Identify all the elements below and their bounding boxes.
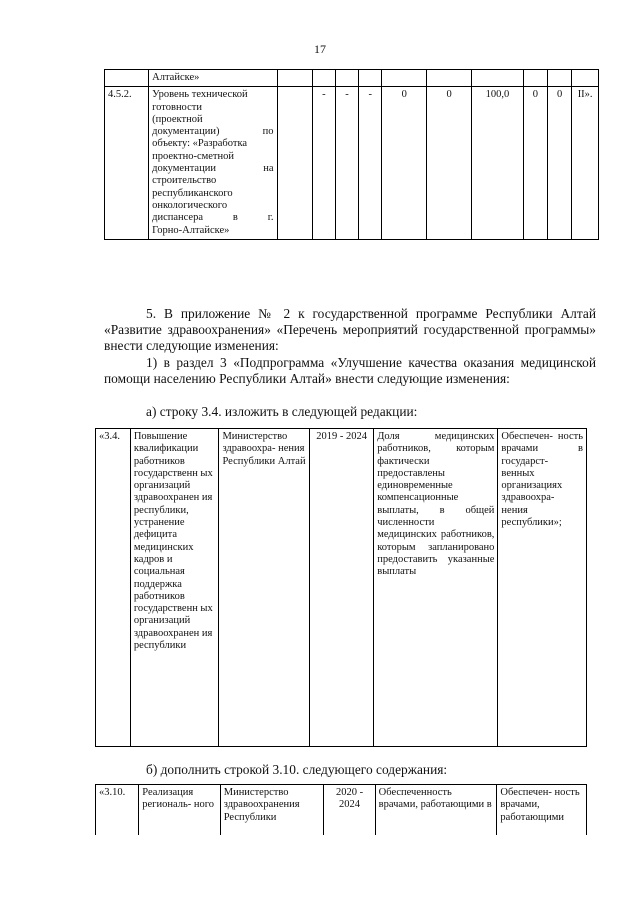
paragraph-5: 5. В приложение № 2 к государственной программе Республики Алтай «Развитие здравоохранения» «Перечень мероприятий государственной программы» внести следующие изменения: — [104, 306, 596, 353]
table-cell: Обеспечен- ность врачами, работающими — [497, 785, 587, 835]
table-cell: 4.5.2. — [105, 87, 149, 240]
table-cell: Обеспечен- ность врачами в государст- венных организациях здравоохра- нения республики»; — [498, 429, 587, 747]
paragraph-b: б) дополнить строкой 3.10. следующего содержания: — [146, 762, 448, 777]
cell-line: документации) по — [152, 126, 274, 138]
table-cell — [312, 70, 335, 87]
table-cell: Повышение квалификации работников государственн ых организаций здравоохранен ия республики, устранение дефицита медицинских кадров и социальная поддержка работников государственн ых организаций здравоохранен ия республики — [130, 429, 219, 747]
table-cell — [382, 70, 427, 87]
paragraph-1: 1) в раздел 3 «Подпрограмма «Улучшение качества оказания медицинской помощи населению Республики Алтай» внести следующие изменения: — [104, 355, 596, 386]
cell-line: диспансера в г. — [152, 212, 274, 224]
table-cell — [472, 70, 524, 87]
indicator-table — [104, 69, 599, 240]
table-cell — [359, 70, 382, 87]
table-cell — [427, 70, 472, 87]
table-cell — [572, 70, 599, 87]
table-cell: Министерство здравоохранения Республики — [220, 785, 324, 835]
cell-line: Уровень технической — [152, 89, 248, 101]
paragraph-a: а) строку 3.4. изложить в следующей редакции: — [146, 404, 418, 419]
table-cell: 2019 - 2024 — [310, 429, 374, 747]
cell-line: строительство — [152, 175, 217, 187]
table-cell: Обеспеченность врачами, работающими в — [375, 785, 497, 835]
table-cell — [548, 70, 572, 87]
table-row — [105, 87, 599, 240]
cell-line: проектно-сметной — [152, 150, 234, 162]
table-row — [105, 70, 599, 87]
page-number: 17 — [314, 42, 326, 56]
cell-line: республиканского — [152, 187, 233, 199]
measures-table-row-3-10 — [95, 784, 587, 835]
table-cell — [277, 70, 312, 87]
table-cell: 0 — [382, 87, 427, 240]
table-cell — [277, 87, 312, 240]
table-cell: - — [359, 87, 382, 240]
table-row — [96, 785, 587, 835]
table-cell — [149, 87, 277, 240]
table-cell — [335, 70, 358, 87]
cell-line: документации на — [152, 163, 274, 175]
table-cell: 0 — [548, 87, 572, 240]
table-cell: Министерство здравоохра- нения Республики Алтай — [219, 429, 310, 747]
table-cell: «3.4. — [96, 429, 131, 747]
table-cell: 2020 - 2024 — [324, 785, 375, 835]
measures-table-row-3-4 — [95, 428, 587, 747]
table-cell: Доля медицинских работников, которым фактически предоставлены единовременные компенсационные выплаты, в общей численности медицинских работников, которым запланировано предоставить указанные выплаты — [374, 429, 498, 747]
table-cell: 100,0 — [472, 87, 524, 240]
cell-line: Горно-Алтайске» — [152, 224, 230, 236]
table-cell: II». — [572, 87, 599, 240]
table-cell: - — [335, 87, 358, 240]
cell-line: объекту: «Разработка — [152, 138, 248, 150]
table-cell: Алтайске» — [149, 70, 277, 87]
table-cell: «3.10. — [96, 785, 139, 835]
table-cell: 0 — [427, 87, 472, 240]
cell-line: готовности — [152, 101, 202, 113]
cell-line: (проектной — [152, 113, 203, 125]
table-cell — [105, 70, 149, 87]
table-cell: 0 — [523, 87, 547, 240]
table-cell: - — [312, 87, 335, 240]
table-cell — [523, 70, 547, 87]
table-cell: Реализация региональ- ного — [139, 785, 220, 835]
cell-line: онкологического — [152, 199, 228, 211]
table-row — [96, 429, 587, 747]
